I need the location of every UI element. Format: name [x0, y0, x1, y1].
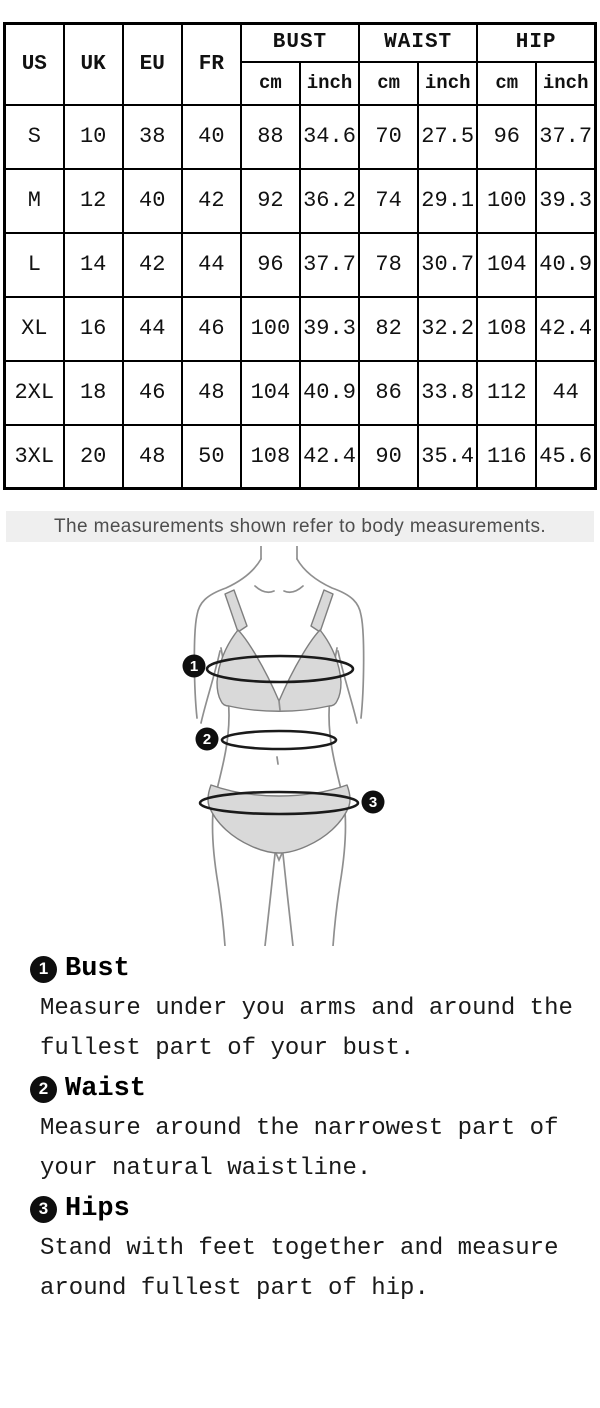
- group-header-bust: BUST: [241, 24, 359, 62]
- size-cell: 44: [536, 361, 595, 425]
- bikini-top: [217, 590, 341, 711]
- size-cell: 100: [241, 297, 300, 361]
- size-cell: 10: [64, 105, 123, 169]
- size-cell: 39.3: [300, 297, 359, 361]
- size-cell: 92: [241, 169, 300, 233]
- unit-header-hip-cm: cm: [477, 62, 536, 105]
- bra-center-crease: [279, 701, 280, 710]
- instruction-3-title: Hips: [65, 1194, 130, 1224]
- size-cell: 112: [477, 361, 536, 425]
- table-row-3xl: [5, 425, 596, 489]
- size-cell: 82: [359, 297, 418, 361]
- unit-header-bust-cm: cm: [241, 62, 300, 105]
- table-row-m: [5, 169, 596, 233]
- size-cell: 38: [123, 105, 182, 169]
- size-cell: 20: [64, 425, 123, 489]
- bra-strap-right: [311, 590, 333, 632]
- size-cell: 27.5: [418, 105, 477, 169]
- size-cell: 18: [64, 361, 123, 425]
- instruction-1-badge: 1: [30, 956, 57, 983]
- size-cell: 50: [182, 425, 241, 489]
- body-outline: [194, 546, 363, 946]
- size-cell: 40: [123, 169, 182, 233]
- size-cell: 32.2: [418, 297, 477, 361]
- bra-strap-left: [225, 590, 247, 632]
- size-label: 2XL: [5, 361, 64, 425]
- navel-mark: [277, 757, 278, 764]
- size-cell: 104: [477, 233, 536, 297]
- size-cell: 37.7: [300, 233, 359, 297]
- instruction-2-badge: 2: [30, 1076, 57, 1103]
- col-header-eu: EU: [123, 24, 182, 105]
- measurements-note-banner: The measurements shown refer to body measurements.: [6, 511, 594, 542]
- group-header-hip: HIP: [477, 24, 595, 62]
- table-header-row-groups: [5, 24, 596, 62]
- size-label: S: [5, 105, 64, 169]
- size-cell: 42: [123, 233, 182, 297]
- waist-measure-ellipse: [222, 731, 336, 749]
- size-cell: 88: [241, 105, 300, 169]
- size-cell: 42.4: [300, 425, 359, 489]
- unit-header-waist-cm: cm: [359, 62, 418, 105]
- size-cell: 42: [182, 169, 241, 233]
- body-measurement-diagram: [139, 546, 439, 946]
- body-figure-svg: [139, 546, 439, 946]
- size-label: 3XL: [5, 425, 64, 489]
- table-row-xl: [5, 297, 596, 361]
- size-cell: 74: [359, 169, 418, 233]
- collarbone-right: [284, 586, 303, 592]
- instruction-heading: [30, 949, 590, 989]
- marker-2-badge: [196, 728, 219, 751]
- unit-header-bust-inch: inch: [300, 62, 359, 105]
- size-label: M: [5, 169, 64, 233]
- size-cell: 48: [123, 425, 182, 489]
- collarbone-left: [255, 586, 274, 592]
- marker-2-number: 2: [202, 731, 212, 748]
- size-cell: 35.4: [418, 425, 477, 489]
- marker-1-badge: [183, 655, 206, 678]
- marker-1-number: 1: [189, 658, 199, 675]
- size-cell: 36.2: [300, 169, 359, 233]
- size-cell: 12: [64, 169, 123, 233]
- table-row-s: [5, 105, 596, 169]
- size-cell: 100: [477, 169, 536, 233]
- col-header-us: US: [5, 24, 64, 105]
- size-cell: 44: [123, 297, 182, 361]
- unit-header-waist-inch: inch: [418, 62, 477, 105]
- size-cell: 39.3: [536, 169, 595, 233]
- size-cell: 33.8: [418, 361, 477, 425]
- size-cell: 46: [123, 361, 182, 425]
- col-header-fr: FR: [182, 24, 241, 105]
- size-cell: 44: [182, 233, 241, 297]
- size-cell: 34.6: [300, 105, 359, 169]
- size-cell: 45.6: [536, 425, 595, 489]
- instruction-item-hips: [30, 1189, 590, 1309]
- marker-3-number: 3: [368, 794, 378, 811]
- size-cell: 37.7: [536, 105, 595, 169]
- size-cell: 96: [241, 233, 300, 297]
- size-cell: 116: [477, 425, 536, 489]
- size-cell: 104: [241, 361, 300, 425]
- instruction-3-badge: 3: [30, 1196, 57, 1223]
- instruction-item-bust: [30, 949, 590, 1069]
- size-cell: 96: [477, 105, 536, 169]
- size-cell: 29.1: [418, 169, 477, 233]
- instruction-2-text: Measure around the narrowest part of your natural waistline.: [40, 1115, 559, 1182]
- instruction-heading: [30, 1069, 590, 1109]
- size-cell: 78: [359, 233, 418, 297]
- size-cell: 40.9: [300, 361, 359, 425]
- bra-cups: [217, 630, 341, 711]
- measurement-instructions: [0, 949, 590, 1309]
- group-header-waist: WAIST: [359, 24, 477, 62]
- instruction-1-title: Bust: [65, 954, 130, 984]
- size-cell: 86: [359, 361, 418, 425]
- size-label: L: [5, 233, 64, 297]
- instruction-1-text: Measure under you arms and around the fullest part of your bust.: [40, 995, 573, 1062]
- size-cell: 14: [64, 233, 123, 297]
- size-cell: 90: [359, 425, 418, 489]
- inner-leg-right: [283, 854, 293, 946]
- inner-leg-left: [265, 854, 275, 946]
- size-label: XL: [5, 297, 64, 361]
- instruction-heading: [30, 1189, 590, 1229]
- col-header-uk: UK: [64, 24, 123, 105]
- unit-header-hip-inch: inch: [536, 62, 595, 105]
- size-cell: 16: [64, 297, 123, 361]
- instruction-3-text: Stand with feet together and measure around fullest part of hip.: [40, 1235, 559, 1302]
- instruction-2-title: Waist: [65, 1074, 147, 1104]
- marker-3-badge: [362, 791, 385, 814]
- size-cell: 48: [182, 361, 241, 425]
- size-cell: 46: [182, 297, 241, 361]
- size-cell: 70: [359, 105, 418, 169]
- size-cell: 30.7: [418, 233, 477, 297]
- size-cell: 108: [241, 425, 300, 489]
- size-chart-table: [3, 22, 597, 490]
- table-row-2xl: [5, 361, 596, 425]
- size-cell: 42.4: [536, 297, 595, 361]
- size-cell: 40: [182, 105, 241, 169]
- instruction-item-waist: [30, 1069, 590, 1189]
- size-cell: 108: [477, 297, 536, 361]
- table-row-l: [5, 233, 596, 297]
- size-cell: 40.9: [536, 233, 595, 297]
